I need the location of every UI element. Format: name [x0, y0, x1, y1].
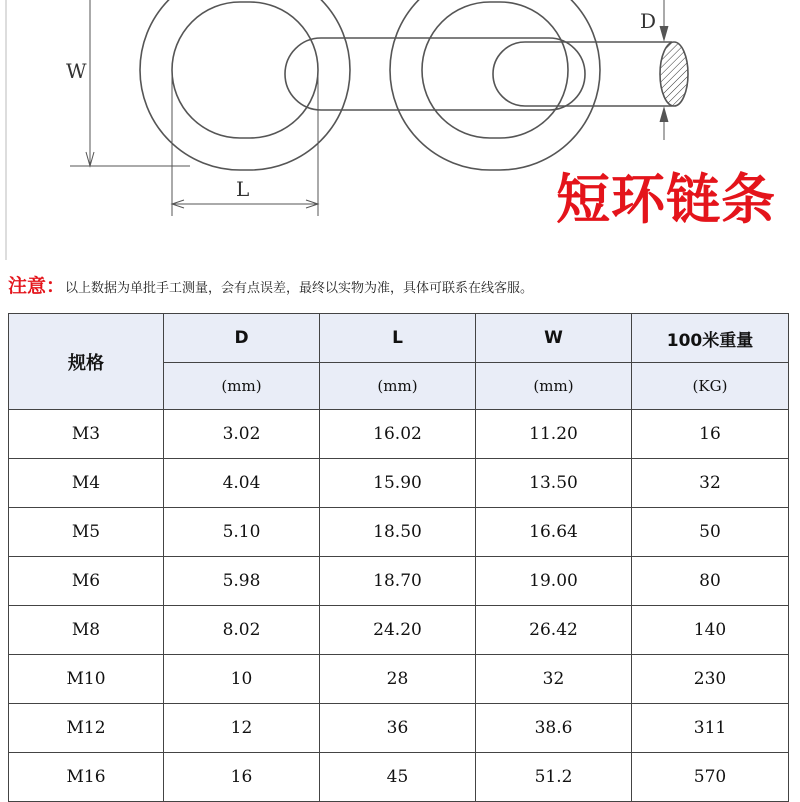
cell-l: 18.70: [320, 557, 476, 606]
cell-w: 38.6: [476, 704, 632, 753]
unit-w: (mm): [476, 363, 632, 410]
cell-weight: 50: [632, 508, 789, 557]
unit-weight: (KG): [632, 363, 789, 410]
table-row: [9, 655, 789, 704]
cell-weight: 311: [632, 704, 789, 753]
notice: [8, 274, 798, 301]
cell-d: 12: [164, 704, 320, 753]
cell-weight: 140: [632, 606, 789, 655]
table-header-row: [9, 314, 789, 363]
cell-w: 16.64: [476, 508, 632, 557]
cell-spec: M16: [9, 753, 164, 802]
cell-l: 16.02: [320, 410, 476, 459]
cell-w: 51.2: [476, 753, 632, 802]
cell-l: 18.50: [320, 508, 476, 557]
cell-d: 16: [164, 753, 320, 802]
chain-link-cut: [493, 42, 688, 106]
cell-weight: 80: [632, 557, 789, 606]
cell-d: 5.10: [164, 508, 320, 557]
unit-l: (mm): [320, 363, 476, 410]
spec-table: [8, 313, 789, 802]
table-row: [9, 704, 789, 753]
cell-d: 8.02: [164, 606, 320, 655]
cell-spec: M10: [9, 655, 164, 704]
cell-l: 28: [320, 655, 476, 704]
cell-l: 45: [320, 753, 476, 802]
cell-spec: M6: [9, 557, 164, 606]
cell-w: 13.50: [476, 459, 632, 508]
header-spec: 规格: [9, 314, 164, 410]
product-title: 短环链条: [556, 168, 776, 231]
dimension-w-label: W: [66, 59, 87, 83]
notice-label: 注意：: [8, 275, 66, 297]
table-row: [9, 606, 789, 655]
cell-d: 4.04: [164, 459, 320, 508]
cell-spec: M5: [9, 508, 164, 557]
table-row: [9, 557, 789, 606]
table-row: [9, 410, 789, 459]
cell-spec: M8: [9, 606, 164, 655]
dimension-l-label: L: [236, 177, 250, 201]
cell-w: 19.00: [476, 557, 632, 606]
cell-d: 5.98: [164, 557, 320, 606]
table-row: [9, 508, 789, 557]
cell-w: 11.20: [476, 410, 632, 459]
cell-spec: M3: [9, 410, 164, 459]
cell-w: 26.42: [476, 606, 632, 655]
dimension-d-label: D: [640, 9, 657, 33]
table-row: [9, 753, 789, 802]
cell-l: 24.20: [320, 606, 476, 655]
notice-text: 以上数据为单批手工测量，会有点误差，最终以实物为准，具体可联系在线客服。: [65, 281, 534, 296]
cell-w: 32: [476, 655, 632, 704]
chain-link-middle: [285, 38, 585, 110]
cell-l: 15.90: [320, 459, 476, 508]
header-w: W: [476, 314, 632, 363]
header-d: D: [164, 314, 320, 363]
cell-spec: M4: [9, 459, 164, 508]
cell-d: 10: [164, 655, 320, 704]
header-l: L: [320, 314, 476, 363]
cell-d: 3.02: [164, 410, 320, 459]
cell-weight: 32: [632, 459, 789, 508]
cell-spec: M12: [9, 704, 164, 753]
unit-d: (mm): [164, 363, 320, 410]
cell-l: 36: [320, 704, 476, 753]
header-weight: 100米重量: [632, 314, 789, 363]
cell-weight: 230: [632, 655, 789, 704]
cell-weight: 16: [632, 410, 789, 459]
table-row: [9, 459, 789, 508]
cell-weight: 570: [632, 753, 789, 802]
